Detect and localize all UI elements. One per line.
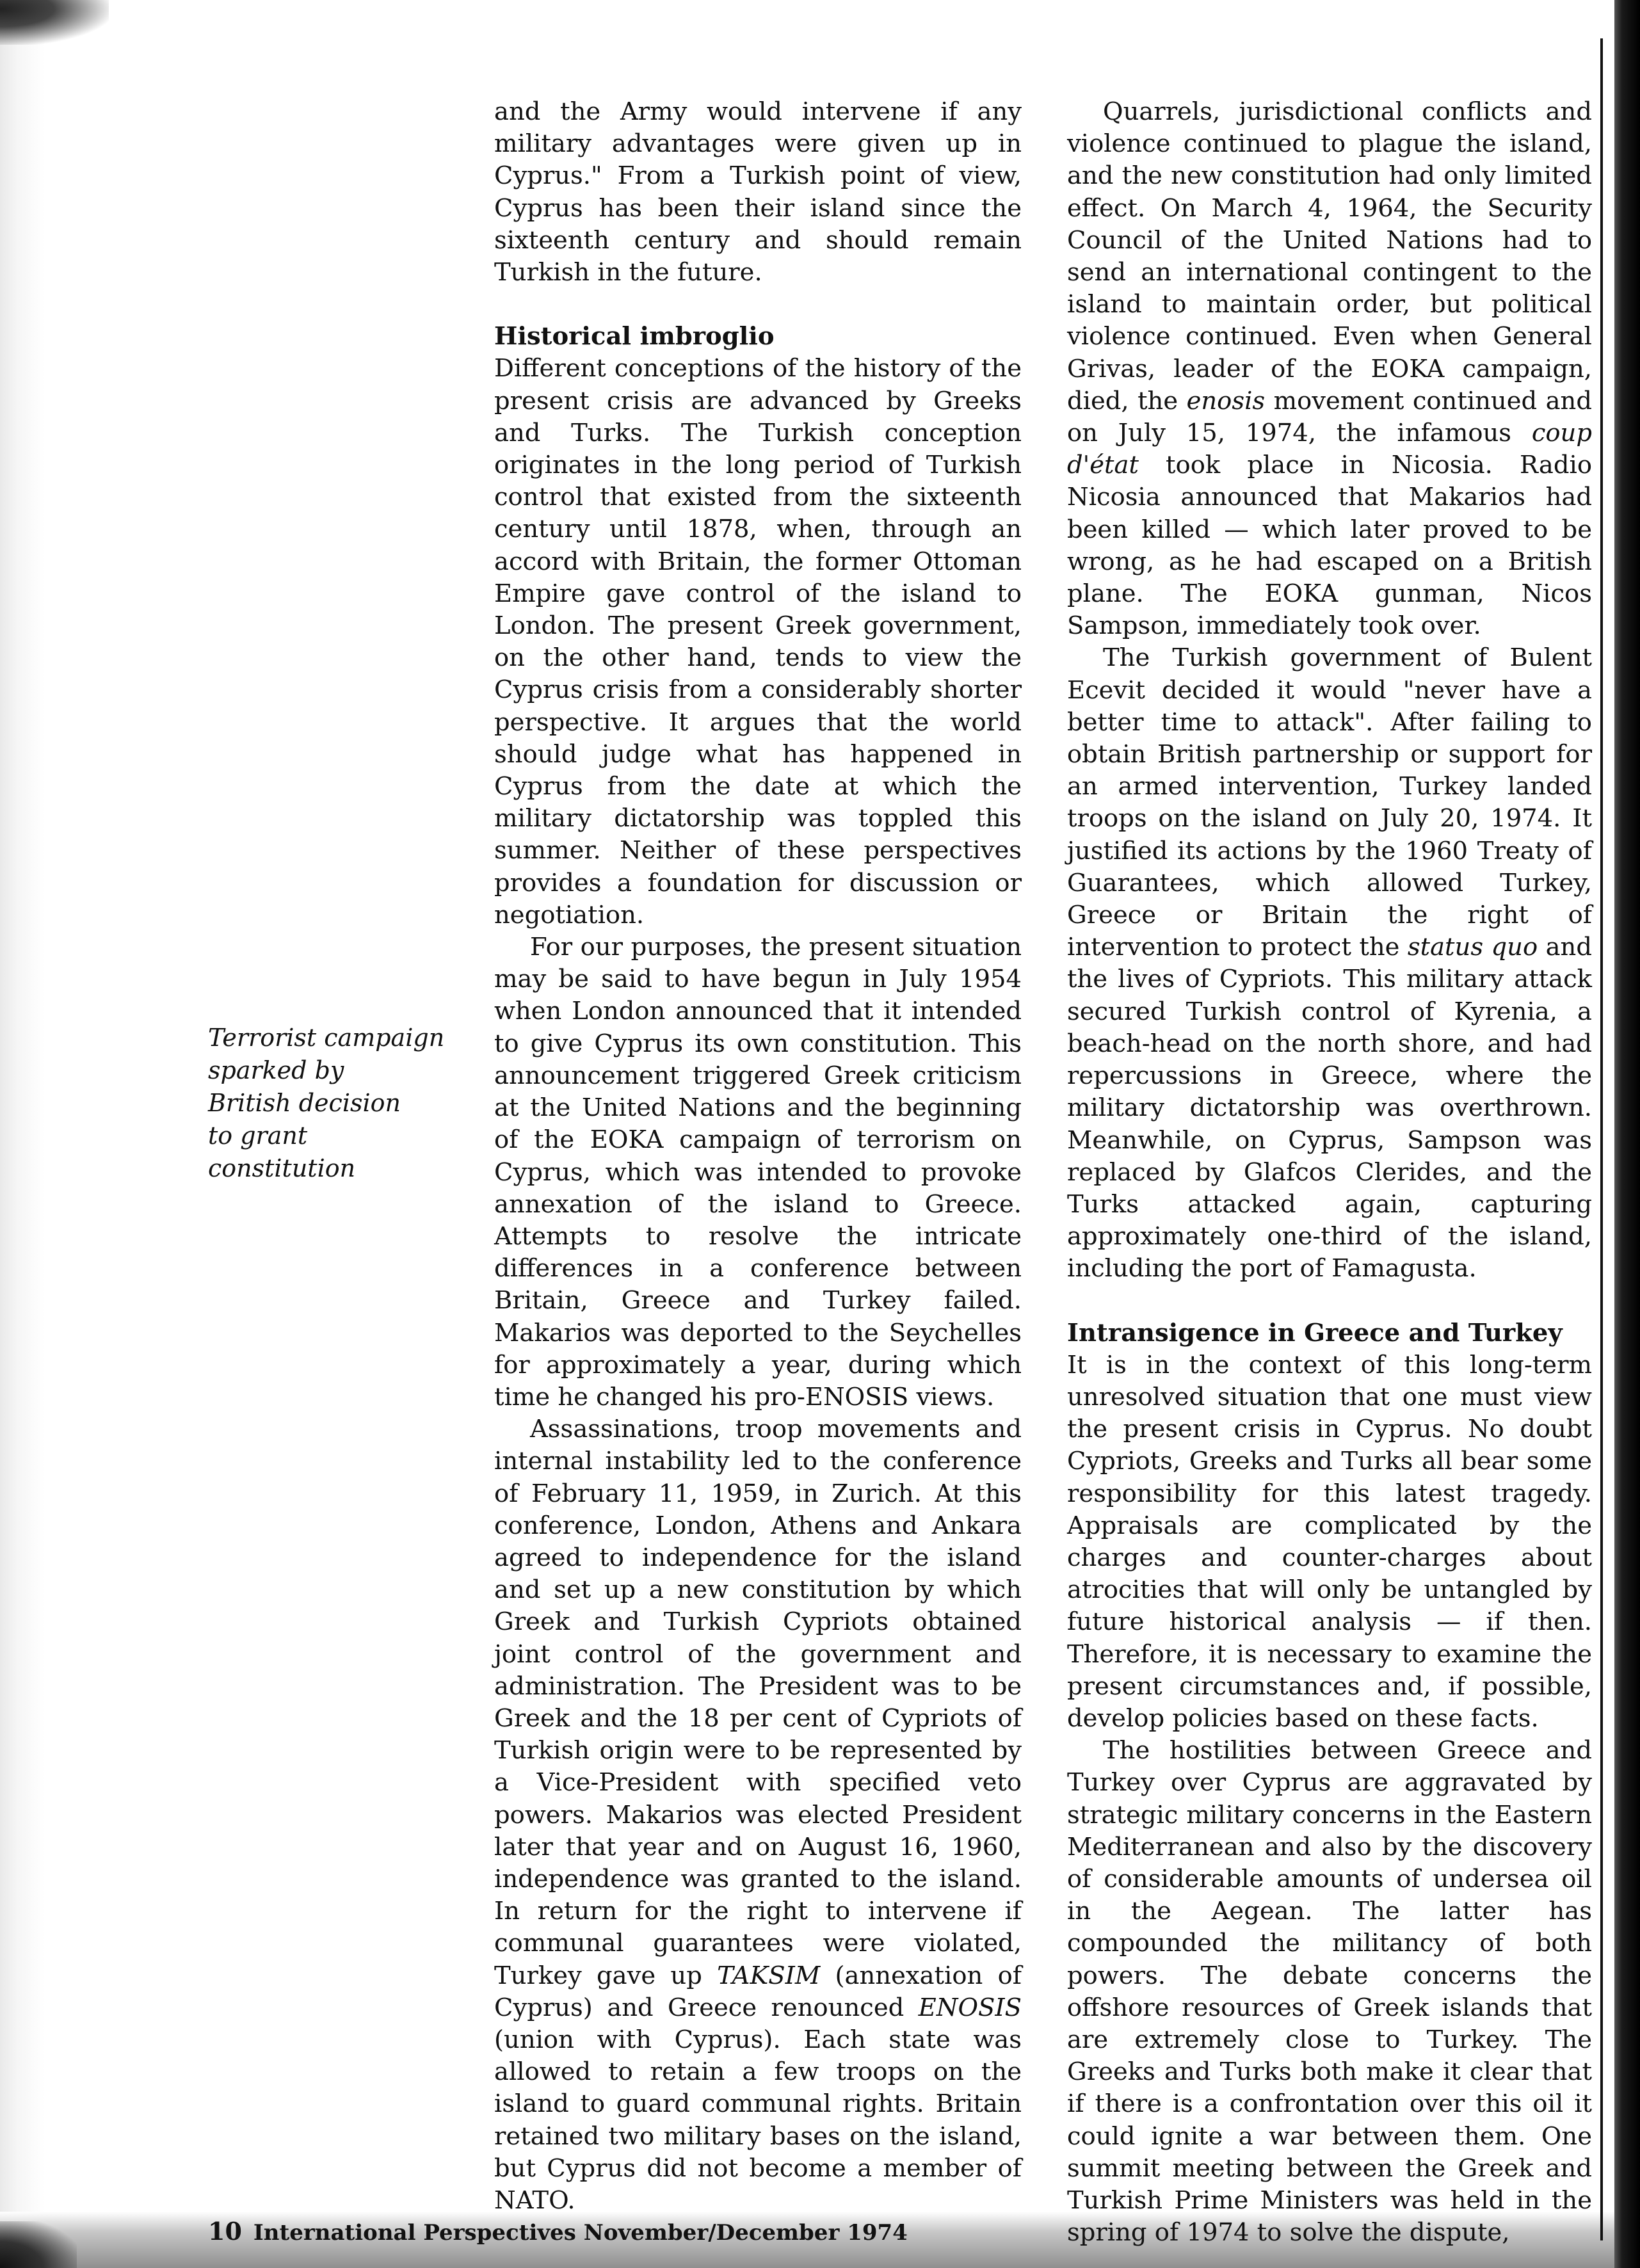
right-column — [1067, 96, 1592, 2249]
scan-right-edge — [1614, 0, 1640, 2268]
paragraph: For our purposes, the present situation may be said to have begun in July 1954 when London announced that it intended to give Cyprus its own constitution. This announcement triggered Greek criticism at the United Nations and the beginning of the EOKA campaign of terrorism on Cyprus, which was intended to provoke annexation of the island to Greece. Attempts to resolve the intricate differences in a conference between Britain, Greece and Turkey failed. Makarios was deported to the Seychelles for approximately a year, during which time he changed his pro-ENOSIS views. — [494, 933, 1022, 1411]
italic-term: status quo — [1407, 933, 1538, 962]
italic-term: enosis — [1186, 386, 1266, 415]
text-run: The Turkish government of Bulent Ecevit decided it would "never have a better time to attack". After failing to obtain British partnership or support for an armed intervention, Turkey landed troops on the island on July 20, 1974. It justified its actions by the 1960 Treaty of Guarantees, which allowed Turkey, Greece or Britain the right of intervention to protect the — [1067, 643, 1592, 962]
text-run: took place in Nicosia. Radio Nicosia announced that Makarios had been killed — which later proved to be wrong, as he had escaped on a British plane. The EOKA gunman, Nicos Sampson, immediately took over. — [1067, 451, 1592, 641]
text-run: (union with Cyprus). Each state was allowed to retain a few troops on the island to guard communal rights. Britain retained two military bases on the island, but Cyprus did not become a member of NATO. — [494, 2025, 1022, 2215]
margin-note-line: sparked by — [208, 1056, 344, 1084]
page-number: 10 — [208, 2217, 242, 2246]
text-run: (annexation of Cyprus) and Greece renounced — [494, 1961, 1022, 2022]
scan-top-artifact — [0, 0, 109, 45]
publication-line: International Perspectives November/December 1974 — [253, 2220, 908, 2246]
scan-left-edge — [0, 0, 45, 2268]
margin-note-line: British decision — [208, 1089, 401, 1117]
paragraph — [1067, 642, 1592, 1285]
paragraph: Different conceptions of the history of the present crisis are advanced by Greeks and Turks. The Turkish conception originates in the long period of Turkish control that existed from the sixteenth century until 1878, when, through an accord with Britain, the former Ottoman Empire gave control of the island to London. The present Greek government, on the other hand, tends to view the Cyprus crisis from a considerably shorter perspective. It argues that the world should judge what has happened in Cyprus from the date at which the military dictatorship was toppled this summer. Neither of these perspectives provides a foundation for discussion or negotiation. — [494, 354, 1022, 929]
margin-note — [208, 1022, 464, 1185]
paragraph — [494, 1413, 1022, 2217]
margin-note-line: constitution — [208, 1154, 356, 1182]
italic-term: ENOSIS — [918, 1993, 1022, 2022]
paragraph — [1067, 96, 1592, 642]
scan-bottom-left-artifact — [0, 2221, 77, 2268]
paragraph: and the Army would intervene if any military advantages were given up in Cyprus." From a Turkish point of view, Cyprus has been their island since the sixteenth century and should remain Turkish in the future. — [494, 97, 1022, 287]
text-run: and the lives of Cypriots. This military attack secured Turkish control of Kyrenia, a beach-head on the north shore, and had repercussions in Greece, where the military dictatorship was overthrown. Meanwhile, on Cyprus, Sampson was replaced by Glafcos Clerides, and the Turks attacked again, capturing approximately one-third of the island, including the port of Famagusta. — [1067, 933, 1592, 1283]
margin-note-line: Terrorist campaign — [208, 1024, 445, 1052]
text-run: movement continued and on July 15, 1974, the infamous — [1067, 386, 1592, 448]
page-footer — [208, 2219, 908, 2246]
text-run: Quarrels, jurisdictional conflicts and violence continued to plague the island, and the new constitution had only limited effect. On March 4, 1964, the Security Council of the United Nations had to send an international contingent to the island to maintain order, but political violence continued. Even when General Grivas, leader of the EOKA campaign, died, the — [1067, 97, 1592, 415]
section-heading: Historical imbroglio — [494, 322, 775, 351]
text-run: Assassinations, troop movements and internal instability led to the conference of February 11, 1959, in Zurich. At this conference, London, Athens and Ankara agreed to independence for the island and set up a new constitution by which Greek and Turkish Cypriots obtained joint control of the government and administration. The President was to be Greek and the 18 per cent of Cypriots of Turkish origin were to be represented by a Vice-President with specified veto powers. Makarios was elected President later that year and on August 16, 1960, independence was granted to the island. In return for the right to intervene if communal guarantees were violated, Turkey gave up — [494, 1415, 1022, 1990]
italic-term: TAKSIM — [717, 1961, 821, 1990]
paragraph: The hostilities between Greece and Turkey over Cyprus are aggravated by strategic military concerns in the Eastern Mediterranean and also by the discovery of considerable amounts of undersea oil in the Aegean. The latter has compounded the militancy of both powers. The debate concerns the offshore resources of Greek islands that are extremely close to Turkey. The Greeks and Turks both make it clear that if there is a confrontation over this oil it could ignite a war between them. One summit meeting between the Greek and Turkish Prime Ministers was held in the spring of 1974 to solve the dispute, — [1067, 1736, 1592, 2248]
scan-right-line — [1600, 38, 1603, 2240]
italic-term: coup d'état — [1067, 419, 1592, 480]
paragraph: It is in the context of this long-term unresolved situation that one must view the present crisis in Cyprus. No doubt Cypriots, Greeks and Turks all bear some responsibility for this latest tragedy. Appraisals are complicated by the charges and counter-charges about atrocities that will only be untangled by future historical analysis — if then. Therefore, it is necessary to examine the present circumstances and, if possible, develop policies based on these facts. — [1067, 1350, 1592, 1733]
section-heading: Intransigence in Greece and Turkey — [1067, 1318, 1563, 1347]
middle-column — [494, 96, 1022, 2217]
margin-note-line: to grant — [208, 1122, 308, 1150]
